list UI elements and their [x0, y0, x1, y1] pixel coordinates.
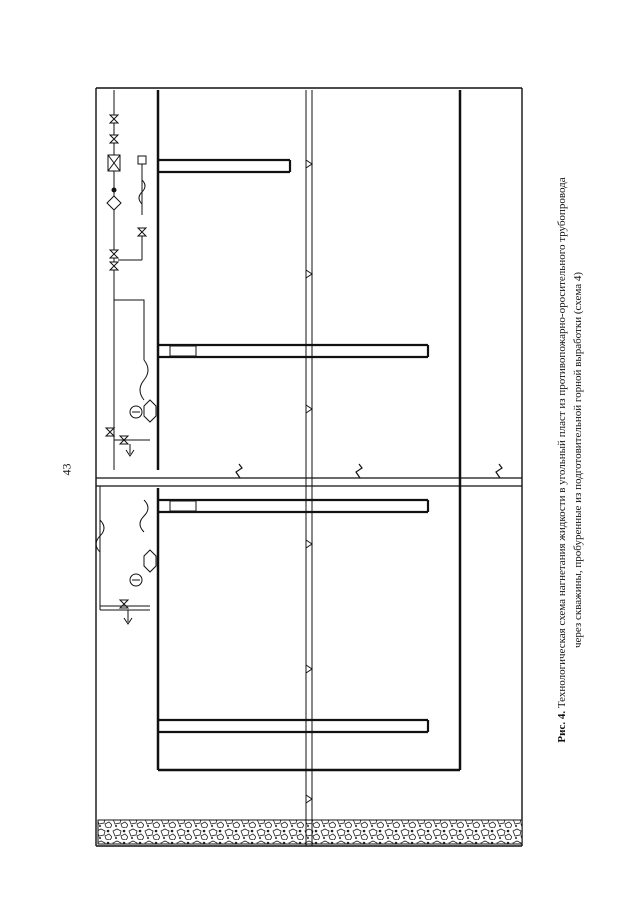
page-number: 43 — [59, 463, 74, 476]
caption-line-2: через скважины, пробуренные из подготовительной горной выработки (схема 4) — [572, 271, 584, 649]
injection-unit-2 — [96, 486, 156, 624]
caption-text-1: Технологическая схема нагнетания жидкости в угольный пласт из противопожарно-оросительного трубопровода — [556, 177, 568, 709]
break-band — [96, 464, 522, 486]
pressure-regulator-top — [118, 156, 146, 260]
caption-prefix: Рис. 4. — [556, 710, 568, 743]
roadway-gallery — [158, 90, 460, 770]
borehole-2 — [158, 345, 428, 357]
rock-strip — [98, 820, 522, 844]
boreholes — [158, 160, 428, 732]
pipeline-branch — [100, 486, 150, 610]
borehole-3 — [158, 500, 428, 512]
borehole-4 — [158, 720, 428, 732]
borehole-1 — [158, 160, 290, 172]
